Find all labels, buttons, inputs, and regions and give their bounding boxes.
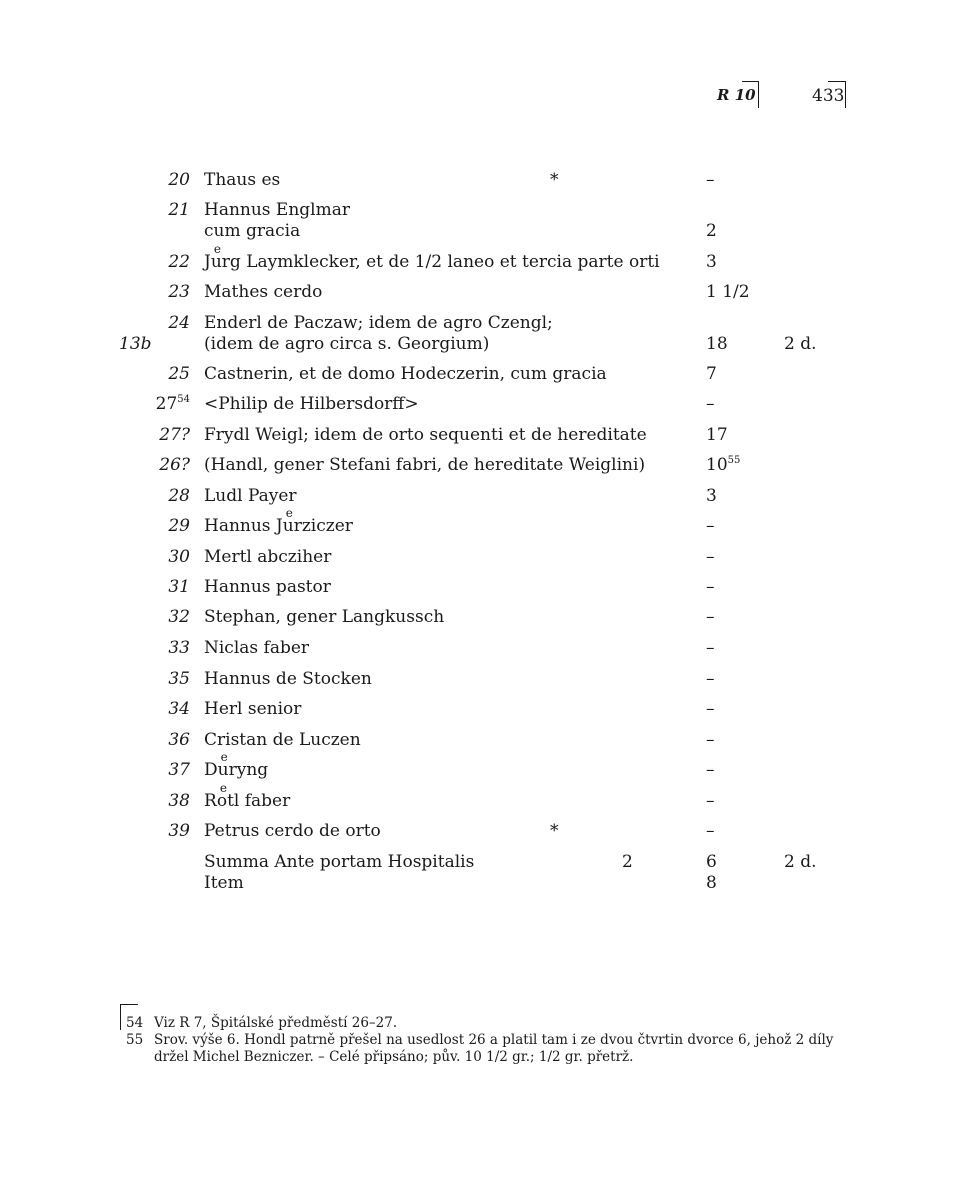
value-col2: – xyxy=(706,821,715,841)
value-col2: 18 xyxy=(706,334,728,354)
footnote-ref: 54 xyxy=(177,394,190,405)
footnote-text: Srov. výše 6. Hondl patrně přešel na usedlost 26 a platil tam i ze dvou čtvrtin dvorce 6, jehož 2 díly držel Michel Bezniczer. – Celé připsáno; pův. 10 1/2 gr.; 1/2 gr. přetrž. xyxy=(154,1032,834,1065)
superscript-e-mark: e xyxy=(220,750,228,764)
superscript-e-mark: e xyxy=(219,781,227,795)
entry-number: 21 xyxy=(168,200,190,220)
header-rule xyxy=(845,81,846,108)
value-col2: – xyxy=(706,577,715,597)
entry-name: R e otl faber xyxy=(204,781,291,811)
value-col3: 2 d. xyxy=(784,334,817,354)
entry-name: J e urg Laymklecker, et de 1/2 laneo et tercia parte orti xyxy=(204,242,660,272)
value-col2: 17 xyxy=(706,425,728,445)
entry-name xyxy=(204,170,280,191)
value-col2: – xyxy=(706,394,715,414)
entry-name-line: (idem de agro circa s. Georgium) xyxy=(204,334,490,354)
value-col2: – xyxy=(706,699,715,719)
entry-number: 27? xyxy=(159,425,190,445)
entry-name xyxy=(204,638,309,659)
entry-name xyxy=(204,821,381,842)
asterisk-mark: * xyxy=(550,170,559,190)
accented-letter: e o xyxy=(216,781,228,811)
entry-number: 31 xyxy=(168,577,190,597)
accented-letter: e u xyxy=(210,242,222,272)
superscript-e-mark: e xyxy=(213,242,221,256)
entry-number: 22 xyxy=(168,252,190,272)
entry-name-line: <Philip de Hilbersdorff> xyxy=(204,394,419,414)
entry-name-line: Hannus de Stocken xyxy=(204,669,372,689)
entry-number: 33 xyxy=(168,638,190,658)
entry-name: Hannus J e urziczer xyxy=(204,506,353,536)
footnote-text: Viz R 7, Špitálské předměstí 26–27. xyxy=(154,1015,398,1031)
entry-name xyxy=(204,669,372,690)
entry-name-line: Petrus cerdo de orto xyxy=(204,821,381,841)
entry-name xyxy=(204,394,419,415)
entry-number: 34 xyxy=(168,699,190,719)
entry-number: $27^{54}$ xyxy=(155,394,190,414)
entry-number: 38 xyxy=(168,791,190,811)
entry-name xyxy=(204,282,322,303)
value-col2: – xyxy=(706,516,715,536)
margin-folio: 13b xyxy=(119,334,152,354)
summa-col3: 2 d. xyxy=(784,852,817,872)
entry-name-line: Niclas faber xyxy=(204,638,310,658)
summa-col2: 6 xyxy=(706,852,717,872)
entry-name-line: Mertl abcziher xyxy=(204,547,332,567)
entry-number: 32 xyxy=(168,607,190,627)
entry-number: 26? xyxy=(159,455,190,475)
entry-name xyxy=(204,486,297,507)
entry-name xyxy=(204,699,301,720)
value-col2: – xyxy=(706,170,715,190)
entry-name-line: Cristan de Luczen xyxy=(204,730,361,750)
value-col2: – xyxy=(706,607,715,627)
summa-item-label: Item xyxy=(204,873,244,893)
superscript-e-mark: e xyxy=(285,506,293,520)
entry-name-line: Stephan, gener Langkussch xyxy=(204,607,445,627)
summa-item-col2: 8 xyxy=(706,873,717,893)
footnote-rule xyxy=(120,1004,138,1005)
entry-name xyxy=(204,547,331,568)
value-col2: 3 xyxy=(706,252,717,272)
entry-number: 39 xyxy=(168,821,190,841)
entry-number: 35 xyxy=(168,669,190,689)
header-rule xyxy=(742,81,759,82)
summa-col1: 2 xyxy=(622,852,633,872)
entry-name-line: Castnerin, et de domo Hodeczerin, cum gracia xyxy=(204,364,607,384)
entry-name xyxy=(204,607,444,628)
entry-name-line: Thaus es xyxy=(204,170,281,190)
entry-number: 28 xyxy=(168,486,190,506)
value-col2: $10^{55}$ xyxy=(706,455,741,475)
entry-number: 20 xyxy=(168,170,190,190)
value-col2: – xyxy=(706,760,715,780)
entry-name-line: cum gracia xyxy=(204,221,301,241)
entry-name-line: Ludl Payer xyxy=(204,486,297,506)
header-rule xyxy=(758,81,759,108)
entry-number: 24 xyxy=(168,313,190,333)
footnote-ref: 55 xyxy=(727,455,741,466)
section-label: R 10 xyxy=(717,86,756,104)
entry-name-line: Mathes cerdo xyxy=(204,282,323,302)
header-rule xyxy=(828,81,846,82)
entry-name xyxy=(204,313,553,355)
entry-number: 29 xyxy=(168,516,190,536)
entry-name-line: Herl senior xyxy=(204,699,302,719)
value-col2: – xyxy=(706,547,715,567)
entry-number: 36 xyxy=(168,730,190,750)
entry-name xyxy=(204,577,331,598)
asterisk-mark: * xyxy=(550,821,559,841)
value-col2: 1 1/2 xyxy=(706,282,750,302)
accented-letter: e u xyxy=(217,750,229,780)
footnote-number: 55 xyxy=(126,1032,144,1048)
value-col2: – xyxy=(706,638,715,658)
entry-name: D e uryng xyxy=(204,750,269,780)
summa-label: Summa Ante portam Hospitalis xyxy=(204,852,475,872)
entry-number: 25 xyxy=(168,364,190,384)
value-col2: 7 xyxy=(706,364,717,384)
footnote-number: 54 xyxy=(126,1015,144,1031)
entry-name xyxy=(204,200,350,242)
entry-name-line: Frydl Weigl; idem de orto sequenti et de hereditate xyxy=(204,425,647,445)
entry-name xyxy=(204,730,361,751)
entry-name xyxy=(204,455,645,476)
entry-number: 30 xyxy=(168,547,190,567)
value-col2: 2 xyxy=(706,221,717,241)
entry-name xyxy=(204,364,607,385)
entry-name-line: Hannus Englmar xyxy=(204,200,350,220)
entry-number: 37 xyxy=(168,760,190,780)
entry-number: 23 xyxy=(168,282,190,302)
value-col2: – xyxy=(706,791,715,811)
value-col2: – xyxy=(706,669,715,689)
entry-name-line: Enderl de Paczaw; idem de agro Czengl; xyxy=(204,313,553,333)
accented-letter: e u xyxy=(282,506,294,536)
entry-name-line: (Handl, gener Stefani fabri, de hereditate Weiglini) xyxy=(204,455,646,475)
entry-name-line: Hannus pastor xyxy=(204,577,331,597)
entry-name xyxy=(204,425,647,446)
footnote-rule xyxy=(120,1004,121,1030)
value-col2: – xyxy=(706,730,715,750)
page-number: 433 xyxy=(812,86,845,106)
value-col2: 3 xyxy=(706,486,717,506)
